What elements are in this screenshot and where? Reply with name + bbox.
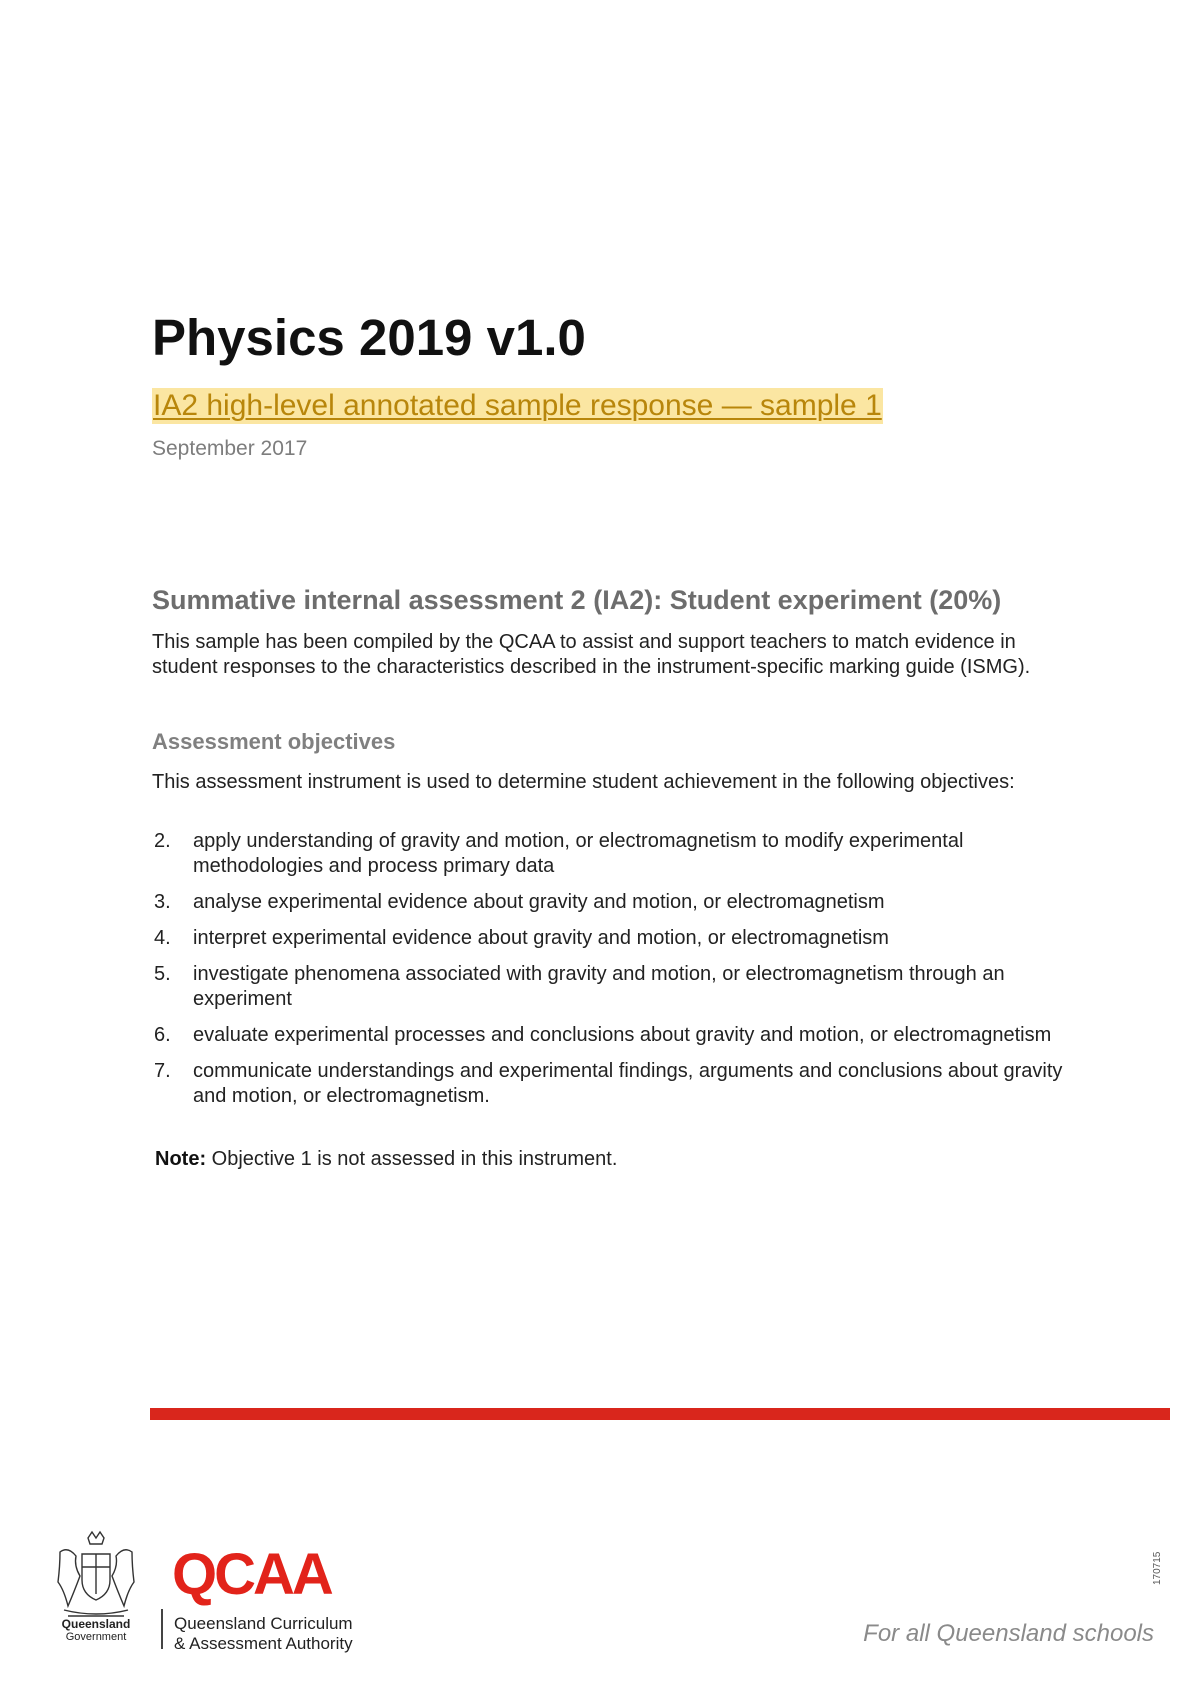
list-item-text: investigate phenomena associated with gravity and motion, or electromagnetism through an experiment [193, 963, 1005, 1010]
list-item-text: interpret experimental evidence about gravity and motion, or electromagnetism [193, 927, 889, 949]
document-title: Physics 2019 v1.0 [152, 309, 586, 366]
list-item [152, 1023, 1072, 1048]
list-item-number: 2. [154, 830, 171, 852]
qld-logo-line2: Government [65, 1631, 127, 1643]
list-item-number: 4. [154, 927, 171, 949]
objectives-list [152, 829, 1072, 1120]
note-text: Objective 1 is not assessed in this instrument. [211, 1148, 618, 1170]
footer-tagline: For all Queensland schools [863, 1620, 1154, 1647]
list-item [152, 890, 1072, 915]
footer-red-rule [150, 1408, 1170, 1420]
list-item-text: apply understanding of gravity and motion, or electromagnetism to modify experimental methodologies and process primary data [193, 830, 964, 877]
list-item-number: 6. [154, 1024, 171, 1046]
queensland-government-logo-text [48, 1618, 144, 1644]
qcaa-name-line2: & Assessment Authority [174, 1634, 353, 1653]
list-item [152, 829, 1072, 879]
qcaa-logo: QCAA [172, 1542, 331, 1607]
list-item [152, 926, 1072, 951]
intro-paragraph: This sample has been compiled by the QCAA to assist and support teachers to match evidence in student responses to the characteristics described in the instrument-specific marking guide (ISMG). [152, 631, 1031, 678]
objectives-intro: This assessment instrument is used to determine student achievement in the following objectives: [152, 771, 1015, 793]
qcaa-name-line1: Queensland Curriculum [174, 1614, 353, 1633]
list-item-number: 7. [154, 1060, 171, 1082]
document-date: September 2017 [152, 437, 308, 460]
qcaa-name [174, 1614, 353, 1654]
document-number: 170715 [1152, 1551, 1163, 1585]
list-item-number: 5. [154, 963, 171, 985]
note-label: Note: [155, 1148, 207, 1170]
document-subtitle-link[interactable]: IA2 high-level annotated sample response — sample 1 [153, 389, 882, 422]
list-item [152, 962, 1072, 1012]
list-item-text: analyse experimental evidence about gravity and motion, or electromagnetism [193, 891, 885, 913]
list-item-number: 3. [154, 891, 171, 913]
list-item-text: evaluate experimental processes and conclusions about gravity and motion, or electromagnetism [193, 1024, 1052, 1046]
logo-divider [161, 1609, 163, 1649]
qld-logo-line1: Queensland [61, 1617, 131, 1631]
list-item-text: communicate understandings and experimental findings, arguments and conclusions about gravity and motion, or electromagnetism. [193, 1060, 1063, 1107]
note [155, 1147, 617, 1172]
objectives-heading: Assessment objectives [152, 729, 396, 754]
section-heading: Summative internal assessment 2 (IA2): Student experiment (20%) [152, 585, 1002, 615]
list-item [152, 1059, 1072, 1109]
